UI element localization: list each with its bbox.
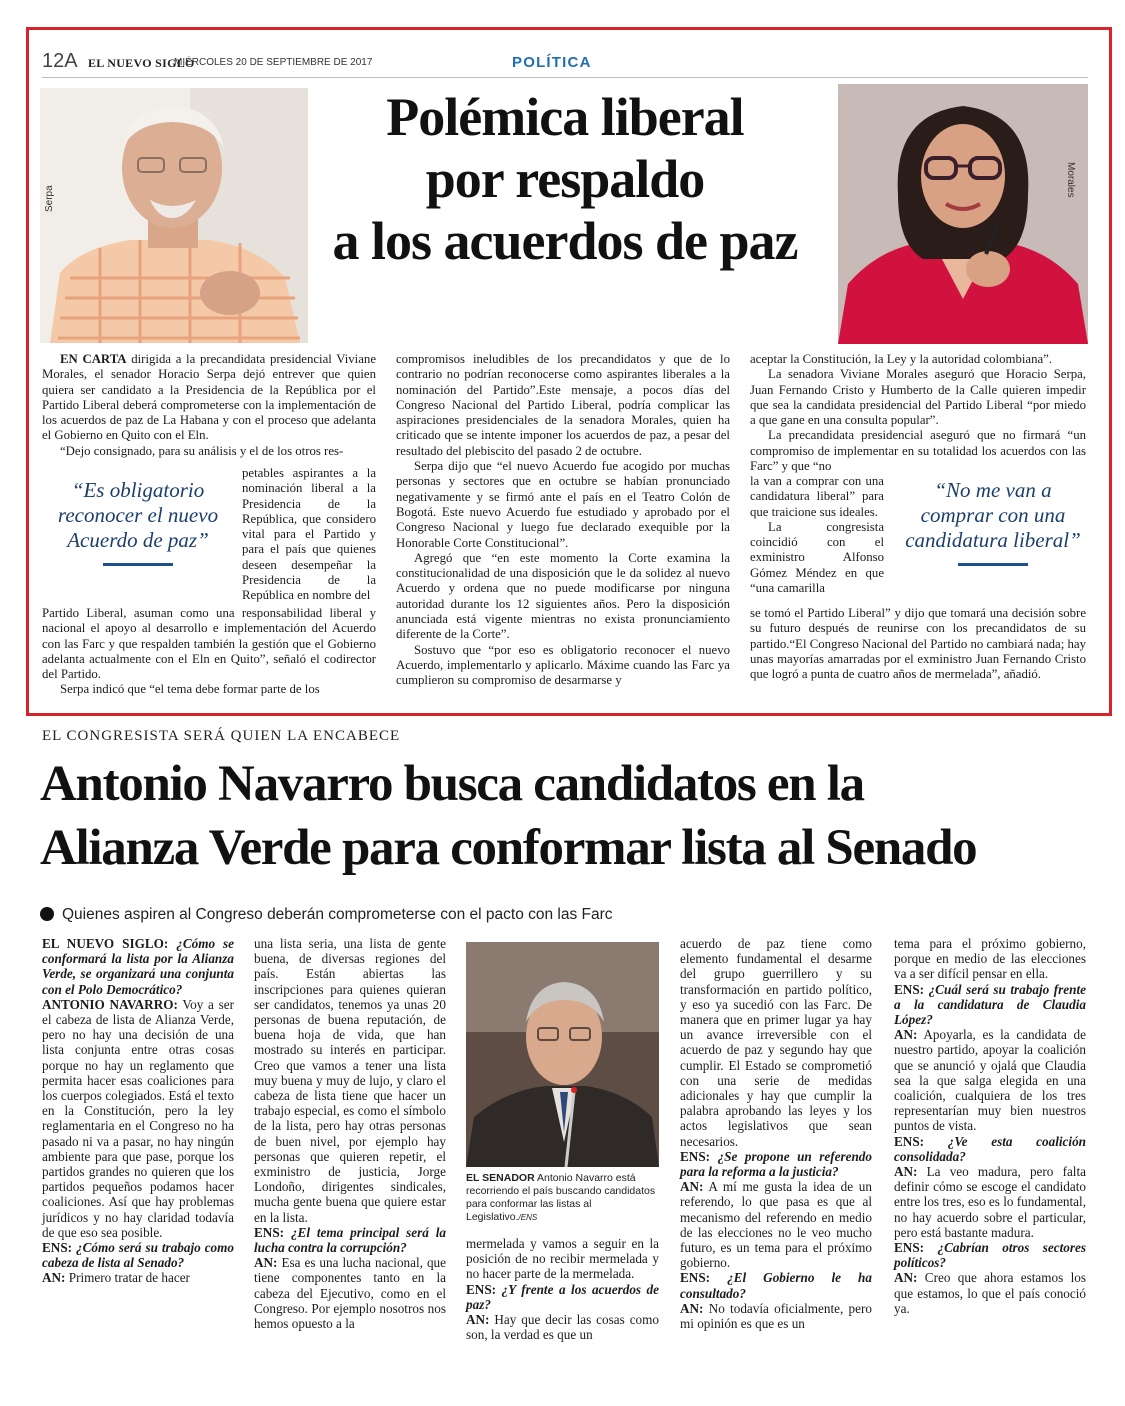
pull-quote-left [46,478,230,566]
story1-column-3-bottom [750,606,1086,682]
photo-caption [466,1172,659,1224]
interview-paragraph: AN: No todavía oficialmente, pero mi opinión es que es un [680,1300,872,1332]
story2-subhead [40,906,613,924]
story1-headline-line: por respaldo [425,149,705,209]
body-paragraph: La congresista coincidió con el exministro Alfonso Gómez Méndez en que “una camarilla [750,519,884,596]
story1-column-1-bottom [42,606,376,698]
body-text: dirigida a la precandidata presidencial Viviane Morales, el senador Horacio Serpa dejó entrever que quien quiera ser candidato a la Presidencia de la República por el Partido Liberal deberá comprometerse con la implementación de los acuerdos de paz de La Habana y con el proceso que adelanta el Gobierno en Quito con el Eln. [42,352,376,443]
body-paragraph: La senadora Viviane Morales aseguró que Horacio Serpa, Juan Fernando Cristo y Humberto de la Calle quieren impedir que sea la candidata presidencial del Partido Liberal “por miedo a que gane en una consulta popular”. [750,367,1086,428]
story2-headline-line: Antonio Navarro busca candidatos en la [40,756,864,812]
body-paragraph: petables aspirantes a la nominación liberal a la Presidencia de la República, que considero vital para el Partido y para el país que quienes deseen desempeñar la Presidencia de la República en nombre del [242,466,376,603]
body-paragraph: Sostuvo que “por eso es obligatorio reconocer el nuevo Acuerdo, implementarlo y aplicarlo. Máxime cuando las Farc ya cumplieron su compromiso de desarmarse y [396,642,730,688]
interview-paragraph: AN: La veo madura, pero falta definir cómo se escoge el candidato entre los tres, eso es lo fundamental, no hay acuerdo sobre el particular, pero está bastante madura. [894,1164,1086,1240]
interview-column-4 [680,936,872,1331]
story2-headline [40,752,1100,880]
interview-column-3 [466,1236,659,1342]
caption-lead: EL SENADOR [466,1172,535,1184]
interview-paragraph: mermelada y vamos a seguir en la posición de no recibir mermelada y no hacer parte de la mermelada. [466,1236,659,1282]
interview-paragraph: AN: Apoyarla, es la candidata de nuestro partido, apoyar la coalición que se anunció y ojalá que Claudia sea la que salga elegida en una coalición, cualquiera de los tres representarían muy bien nuestros puntos de vista. [894,1027,1086,1134]
morales-portrait-illustration [838,84,1088,344]
interview-column-5 [894,936,1086,1316]
pull-quote-text: “No me van a comprar con una candidatura liberal” [905,478,1081,552]
page-number: 12A [42,50,78,72]
subhead-text: Quienes aspiren al Congreso deberán comprometerse con el pacto con las Farc [62,906,613,923]
interview-paragraph: EL NUEVO SIGLO: ¿Cómo se conformará la lista por la Alianza Verde, se organizará una conjunta con el Polo Democrático? [42,936,234,997]
story1-column-1-wrap [242,466,376,604]
interview-paragraph: AN: Creo que ahora estamos los que estamos, lo que el país conoció ya. [894,1270,1086,1316]
interview-paragraph: ENS: ¿Cuál será su trabajo frente a la candidatura de Claudia López? [894,981,1086,1028]
story1-column-3-wrap [750,474,884,596]
interview-paragraph: una lista seria, una lista de gente buena, de diversas regiones del país. Están abiertas las inscripciones para quienes quieran ser candidatos, tenemos ya unas 20 personas de buena reputación, de buena hoja de vida, que han mostrado su interés en participar. Creo que vamos a tener una lista muy buena y muy de lujo, y claro el cabeza de lista tiene que hacer un trabajo especial, es como el símbolo de la lista, pero hay otras personas de buen nivel, por ejemplo hay personas que quieren repetir, el exministro de justicia, Jorge Londoño, dirigentes sindicales, mucha gente buena que quiere estar en la lista. [254,936,446,1225]
interview-paragraph: AN: Hay que decir las cosas como son, la verdad es que un [466,1312,659,1343]
body-paragraph: Agregó que “en este momento la Corte examina la constitucionalidad de una disposición que le da solidez al nuevo Acuerdo y ordena que no puede modificarse por ninguna autoridad durante los 12 siguientes años. Pero la disposición anunciada está vigente mientras no exista pronunciamiento diferente de la Corte”. [396,550,730,642]
section-name: POLÍTICA [512,54,592,71]
body-paragraph: se tomó el Partido Liberal” y dijo que tomará una decisión sobre su futuro después de reunirse con los precandidatos de su partido.“El Congreso Nacional del Partido no cambiará nada; hay unas mayorías amarradas por el exministro Juan Fernando Cristo que logró a punta de cuatro años de mermelada”, añadió. [750,606,1086,682]
interview-paragraph: ENS: ¿El Gobierno le ha consultado? [680,1270,872,1301]
interview-paragraph: ENS: ¿Se propone un referendo para la reforma a la justicia? [680,1148,872,1180]
serpa-photo-label: Serpa [44,185,55,212]
story1-column-1 [42,352,376,459]
body-paragraph: compromisos ineludibles de los precandidatos y que de lo contrario no podrían reconocerse como aspirantes liberales a la nominación del Partido”.Este mensaje, a pocos días del Congreso Nacional del Partido Liberal, podría complicar las aspiraciones presidenciales de la senadora Morales, quien ha criticado que se intente imponer los acuerdos de paz, a pesar del resultado del plebiscito del pasado 2 de octubre. [396,352,730,458]
page-folio [42,50,1088,78]
serpa-portrait-illustration [40,88,308,343]
story2-kicker: EL CONGRESISTA SERÁ QUIEN LA ENCABECE [42,728,401,744]
interview-paragraph: tema para el próximo gobierno, porque en medio de las elecciones va a ser difícil pensar en ella. [894,936,1086,982]
photo-credit: /ENS [518,1213,538,1222]
interview-paragraph: ENS: ¿El tema principal será la lucha contra la corrupción? [254,1224,446,1256]
interview-paragraph: AN: Primero tratar de hacer [42,1270,190,1286]
body-paragraph: “Dejo consignado, para su análisis y el de los otros res- [60,443,344,458]
story1-headline-line: Polémica liberal [386,87,744,147]
body-paragraph: Serpa dijo que “el nuevo Acuerdo fue acogido por muchas personas y sectores que en octubre se habían pronunciado negativamente y se firmó ante el país en el Teatro Colón de Bogotá. Este nuevo Acuerdo fue estudiado y aprobado por el Congreso Nacional y luego fue declarado exequible por la Honorable Corte Constitucional”. [396,459,730,550]
story1-headline-line: a los acuerdos de paz [332,211,798,271]
pull-quote-right [900,478,1086,566]
lead-in: EN CARTA [60,352,127,366]
interview-paragraph: AN: Esa es una lucha nacional, que tiene componentes tanto en la cabeza del Ejecutivo, como en el Congreso. Por ejemplo nosotros nos hemos opuesto a la [254,1255,446,1332]
body-paragraph: Serpa indicó que “el tema debe formar parte de los [60,682,320,697]
story1-headline [310,86,820,272]
story2-headline-line: Alianza Verde para conformar lista al Senado [40,820,977,876]
interview-paragraph: ENS: ¿Y frente a los acuerdos de paz? [466,1281,659,1312]
pull-quote-rule [958,563,1028,566]
morales-photo-label: Morales [1065,162,1076,198]
serpa-photo [40,88,308,343]
body-paragraph: Partido Liberal, asuman como una responsabilidad liberal y nacional el apoyo al desarrollo e implementación del Acuerdo con las Farc y que respalden también la gestión que el Gobierno adelanta actualmente con el Eln en Quito”, señaló el codirector del Partido. [42,606,376,682]
story1-column-2 [396,352,730,689]
interview-column-2 [254,936,446,1331]
interview-column-1 [42,936,234,1286]
body-paragraph: aceptar la Constitución, la Ley y la autoridad colombiana”. [750,352,1053,366]
interview-paragraph: AN: A mí me gusta la idea de un referendo, lo que pasa es que al mecanismo del referendo en medio de las elecciones no le veo mucho futuro, es un tema para el próximo gobierno. [680,1179,872,1271]
newspaper-name: EL NUEVO SIGLO [88,56,195,70]
interview-paragraph: ENS: ¿Ve esta coalición consolidada? [894,1133,1086,1164]
caption-text: Antonio Navarro está recorriendo el país buscando candidatos para conformar las listas al Legislativo. [466,1172,656,1223]
interview-paragraph: ENS: ¿Cómo será su trabajo como cabeza de lista al Senado? [42,1240,234,1271]
story1-column-3 [750,352,1086,474]
body-paragraph [42,352,376,444]
interview-paragraph: ENS: ¿Cabrían otros sectores políticos? [894,1240,1086,1271]
bullet-icon [40,907,54,921]
morales-photo [838,84,1088,344]
body-paragraph: la van a comprar con una candidatura liberal” para que traicione sus ideales. [750,474,884,519]
body-paragraph: La precandidata presidencial aseguró que no firmará “un compromiso de implementar en su totalidad los acuerdos con las Farc” y que “no [750,428,1086,474]
interview-paragraph: acuerdo de paz tiene como elemento fundamental el desarme del grupo guerrillero y su transformación en partido político, y eso ya sucedió con las Farc. De manera que en primer lugar ya hay un avance irreversible con el acuerdo de paz y segundo hay que cumplir. El Estado se comprometió con una serie de medidas adicionales y hay que cumplir la palabra aprobando las leyes y los actos legislativos que sean necesarios. [680,936,872,1149]
navarro-portrait-illustration [466,942,659,1167]
pull-quote-rule [103,563,173,566]
issue-date: MIÉRCOLES 20 DE SEPTIEMBRE DE 2017 [174,57,373,68]
pull-quote-text: “Es obligatorio reconocer el nuevo Acuerdo de paz” [57,478,219,552]
interview-paragraph: ANTONIO NAVARRO: Voy a ser el cabeza de lista de Alianza Verde, pero no hay una decisión de una lista conjunta entre otras cosas porque no hay un reglamento que permita hacer esas coaliciones para los cuerpos colegiados. Está el texto en la Constitución, pero la ley reglamentaria en el Congreso no ha pasado ni va a pasar, no hay ningún ambiente para que pase, porque los partidos grandes no quieren que los partidos pequeños podamos hacer coaliciones. Así que hay problemas jurídicos y no hay claridad todavía de que eso sea posible. [42,996,234,1240]
navarro-photo [466,942,659,1167]
